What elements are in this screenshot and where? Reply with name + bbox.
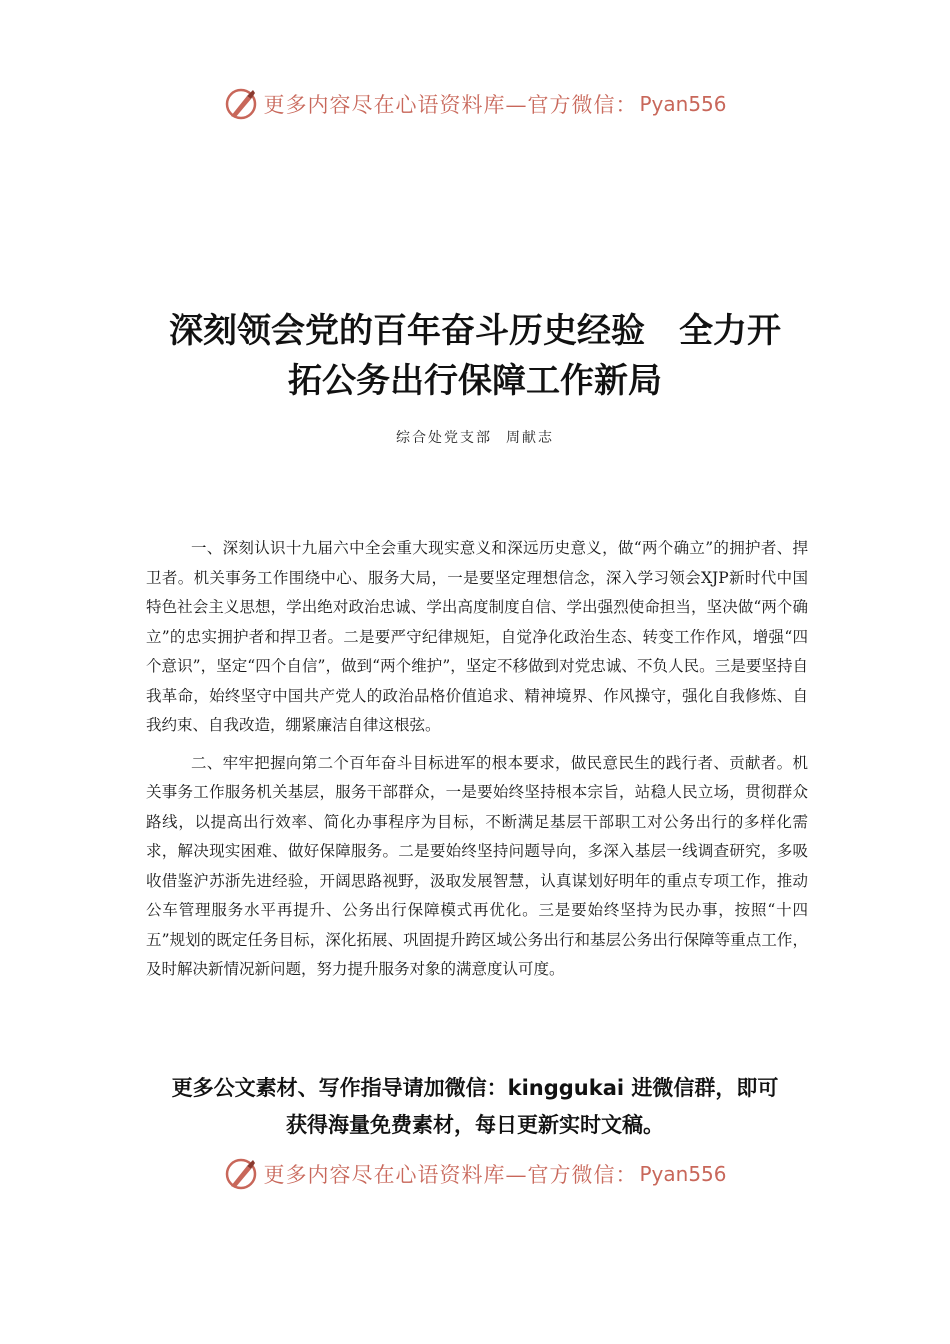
watermark-text: 更多内容尽在心语资料库—官方微信： (263, 1163, 638, 1187)
promo-text (120, 1070, 830, 1144)
watermark-banner-bottom (0, 1154, 950, 1194)
author-line (0, 427, 950, 447)
watermark-text: 更多内容尽在心语资料库—官方微信： (263, 93, 638, 117)
watermark-wechat-id: Pyan556 (639, 92, 727, 116)
author-department: 综合处党支部 (396, 430, 492, 446)
document-body (146, 534, 808, 993)
promo-line-2: 获得海量免费素材，每日更新实时文稿。 (286, 1113, 664, 1137)
author-name: 周献志 (506, 430, 554, 446)
promo-line-1: 更多公文素材、写作指导请加微信：kinggukai 进微信群，即可 (171, 1076, 779, 1100)
watermark-banner-top (0, 84, 950, 124)
paragraph-1: 一、深刻认识十九届六中全会重大现实意义和深远历史意义，做“两个确立”的拥护者、捍卫者。机关事务工作围绕中心、服务大局，一是要坚定理想信念，深入学习领会XJP新时代中国特色社会主义思想，学出绝对政治忠诚、学出高度制度自信、学出强烈使命担当，坚决做“两个确立”的忠实拥护者和捍卫者。二是要严守纪律规矩，自觉净化政治生态、转变工作作风，增强“四个意识”，坚定“四个自信”，做到“两个维护”，坚定不移做到对党忠诚、不负人民。三是要坚持自我革命，始终坚守中国共产党人的政治品格价值追求、精神境界、作风操守，强化自我修炼、自我约束、自我改造，绷紧廉洁自律这根弦。 (146, 539, 808, 734)
paragraph-2: 二、牢牢把握向第二个百年奋斗目标进军的根本要求，做民意民生的践行者、贡献者。机关事务工作服务机关基层，服务干部群众，一是要始终坚持根本宗旨，站稳人民立场，贯彻群众路线，以提高出行效率、简化办事程序为目标，不断满足基层干部职工对公务出行的多样化需求，解决现实困难、做好保障服务。二是要始终坚持问题导向，多深入基层一线调查研究，多吸收借鉴沪苏浙先进经验，开阔思路视野，汲取发展智慧，认真谋划好明年的重点专项工作，推动公车管理服务水平再提升、公务出行保障模式再优化。三是要始终坚持为民办事，按照“十四五”规划的既定任务目标，深化拓展、巩固提升跨区域公务出行和基层公务出行保障等重点工作，及时解决新情况新问题，努力提升服务对象的满意度认可度。 (146, 753, 808, 978)
pen-circle-logo-icon (223, 1156, 259, 1192)
pen-circle-logo-icon (223, 86, 259, 122)
watermark-wechat-id: Pyan556 (639, 1162, 727, 1186)
title-line-2: 拓公务出行保障工作新局 (288, 361, 662, 401)
title-line-1: 深刻领会党的百年奋斗历史经验 全力开 (169, 311, 781, 351)
document-title (120, 306, 830, 406)
